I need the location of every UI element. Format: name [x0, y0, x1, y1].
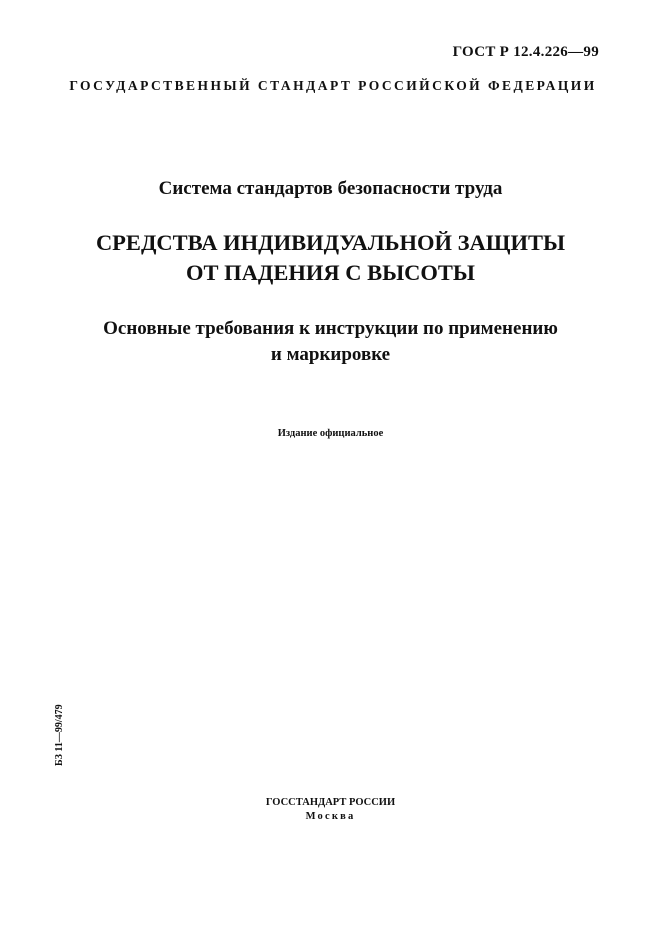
main-title [0, 228, 661, 288]
publisher-city: Москва [305, 811, 356, 822]
publisher-name: ГОССТАНДАРТ РОССИИ [265, 797, 396, 808]
subtitle-line: и маркировке [270, 344, 391, 365]
subtitle-line: Основные требования к инструкции по применению [103, 318, 558, 339]
edition-note: Издание официальное [277, 428, 384, 439]
document-number: ГОСТ Р 12.4.226—99 [452, 44, 599, 60]
subtitle [0, 316, 661, 368]
state-standard-heading: ГОСУДАРСТВЕННЫЙ СТАНДАРТ РОССИЙСКОЙ ФЕДЕРАЦИИ [69, 78, 597, 93]
series-title: Система стандартов безопасности труда [158, 178, 503, 199]
publisher-block [0, 796, 661, 824]
main-title-line: СРЕДСТВА ИНДИВИДУАЛЬНОЙ ЗАЩИТЫ [95, 230, 566, 255]
side-code: БЗ 11—99/479 [54, 704, 65, 766]
main-title-line: ОТ ПАДЕНИЯ С ВЫСОТЫ [185, 260, 476, 285]
